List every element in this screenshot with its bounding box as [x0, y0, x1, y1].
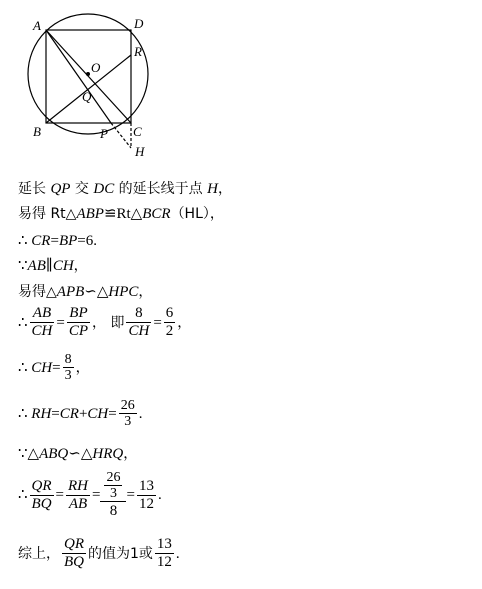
therefore-symbol: ∴ — [18, 405, 28, 422]
var-abp: ABP — [76, 206, 104, 222]
text: ， — [73, 258, 88, 274]
therefore-symbol: ∴ — [18, 314, 28, 331]
center-point-o — [86, 72, 90, 76]
fraction-13-12 — [155, 536, 174, 571]
text: ∽△ — [84, 284, 109, 300]
text: =6. — [77, 233, 97, 249]
label-r: R — [134, 44, 142, 59]
denominator: 2 — [165, 323, 174, 339]
text: ≌Rt△ — [103, 206, 143, 222]
numerator: 13 — [138, 477, 154, 494]
numerator: QR — [64, 536, 84, 552]
text: ， — [217, 181, 232, 197]
text: . — [157, 487, 162, 503]
label-d: D — [134, 16, 144, 31]
var-apb: APB — [56, 284, 85, 300]
label-q: Q — [82, 89, 92, 104]
line-parallel — [18, 257, 88, 275]
var-ab: AB — [27, 258, 46, 274]
numerator: AB — [30, 305, 55, 323]
denominator: 3 — [64, 368, 72, 383]
label-a: A — [33, 18, 41, 33]
label-o: O — [91, 60, 101, 75]
denominator: 12 — [156, 554, 172, 570]
text: 的延长线于点 — [114, 181, 208, 197]
line-qr-bq-ratio — [18, 470, 162, 520]
line-congruent — [18, 205, 224, 223]
denominator: BQ — [64, 554, 84, 570]
diagonal-ac — [46, 30, 131, 123]
line-ratio-ab-ch — [18, 305, 191, 340]
text: 易得 Rt△ — [18, 206, 77, 222]
var-bp: BP — [58, 233, 78, 249]
fraction-8-3 — [63, 352, 74, 383]
equals: = — [92, 487, 101, 503]
text: ∵△ — [18, 446, 40, 462]
text: 延长 — [18, 181, 51, 197]
var-cr: CR — [31, 233, 51, 249]
denominator: 3 — [109, 486, 117, 501]
fraction-bp-cp — [67, 305, 90, 340]
denominator: CH — [128, 323, 150, 339]
fraction-26-3 — [119, 398, 137, 429]
therefore-symbol: ∴ — [18, 487, 28, 503]
fraction-6-2 — [164, 305, 176, 340]
segment-ph-dashed — [111, 123, 131, 148]
text: ， — [177, 314, 192, 331]
fraction-ab-ch — [30, 305, 55, 340]
var-hrq: HRQ — [92, 446, 124, 462]
text: 易得△ — [18, 284, 57, 300]
fraction-26-3 — [104, 470, 122, 501]
denominator: CP — [68, 323, 89, 339]
line-extend-qp — [18, 180, 232, 198]
line-ch-value — [18, 352, 90, 383]
line-conclusion — [18, 536, 180, 571]
numerator: 8 — [64, 352, 72, 367]
segment-ap — [46, 30, 111, 123]
var-rh: RH — [31, 405, 52, 422]
line-similar-abq — [18, 445, 137, 463]
numerator: 8 — [126, 305, 151, 323]
equals: = — [108, 405, 117, 422]
numerator: BP — [67, 305, 90, 323]
numerator: RH — [68, 477, 89, 494]
geometry-figure — [20, 8, 170, 158]
fraction-13-12 — [137, 478, 156, 513]
equals: = — [52, 359, 61, 376]
numerator: 13 — [156, 536, 172, 552]
fraction-rh-ab — [66, 478, 90, 513]
text: ， — [123, 446, 138, 462]
text: 交 — [70, 181, 94, 197]
fraction-qr-bq — [30, 478, 54, 513]
var-ch: CH — [87, 405, 109, 422]
var-ch: CH — [52, 258, 74, 274]
equals: = — [153, 314, 162, 331]
var-cr: CR — [59, 405, 79, 422]
equals: = — [56, 314, 65, 331]
text: ， — [75, 359, 90, 376]
numerator: QR — [31, 477, 52, 494]
denominator: CH — [31, 323, 53, 339]
fraction-qr-bq — [62, 536, 86, 571]
text: ∽△ — [68, 446, 93, 462]
line-rh-value — [18, 398, 142, 429]
var-hpc: HPC — [108, 284, 139, 300]
denominator: BQ — [31, 495, 52, 512]
denominator: 8 — [109, 503, 118, 519]
text: ， — [138, 284, 153, 300]
label-c: C — [133, 124, 142, 139]
text: . — [175, 545, 180, 562]
label-p: P — [100, 126, 108, 141]
var-bcr: BCR — [142, 206, 171, 222]
text: （HL）， — [170, 206, 224, 222]
denominator: 3 — [124, 414, 132, 429]
denominator: AB — [68, 495, 88, 512]
label-b: B — [33, 124, 41, 139]
equals: = — [51, 405, 60, 422]
text: 的值为1或 — [88, 545, 153, 562]
numerator: 6 — [165, 305, 174, 321]
numerator: 26 — [106, 470, 121, 485]
parallel-symbol: ∥ — [45, 258, 53, 274]
because-symbol: ∵ — [18, 258, 28, 274]
plus: + — [78, 405, 88, 422]
text: ， 即 — [92, 314, 125, 331]
text: . — [138, 405, 143, 422]
numerator: 26 — [120, 398, 135, 413]
fraction-8-ch — [126, 305, 151, 340]
text: 综上， — [18, 545, 60, 562]
var-ch: CH — [31, 359, 53, 376]
therefore-symbol: ∴ — [18, 359, 28, 376]
var-dc: DC — [93, 181, 115, 197]
var-qp: QP — [50, 181, 71, 197]
nested-fraction — [100, 470, 126, 520]
var-abq: ABQ — [39, 446, 69, 462]
line-cr-bp — [18, 232, 97, 250]
denominator: 12 — [138, 495, 154, 512]
line-similar-apb — [18, 283, 152, 301]
therefore-symbol: ∴ — [18, 233, 32, 249]
equals: = — [55, 487, 65, 503]
label-h: H — [135, 144, 145, 158]
var-h: H — [207, 181, 218, 197]
text: = — [50, 233, 59, 249]
equals: = — [126, 487, 135, 503]
